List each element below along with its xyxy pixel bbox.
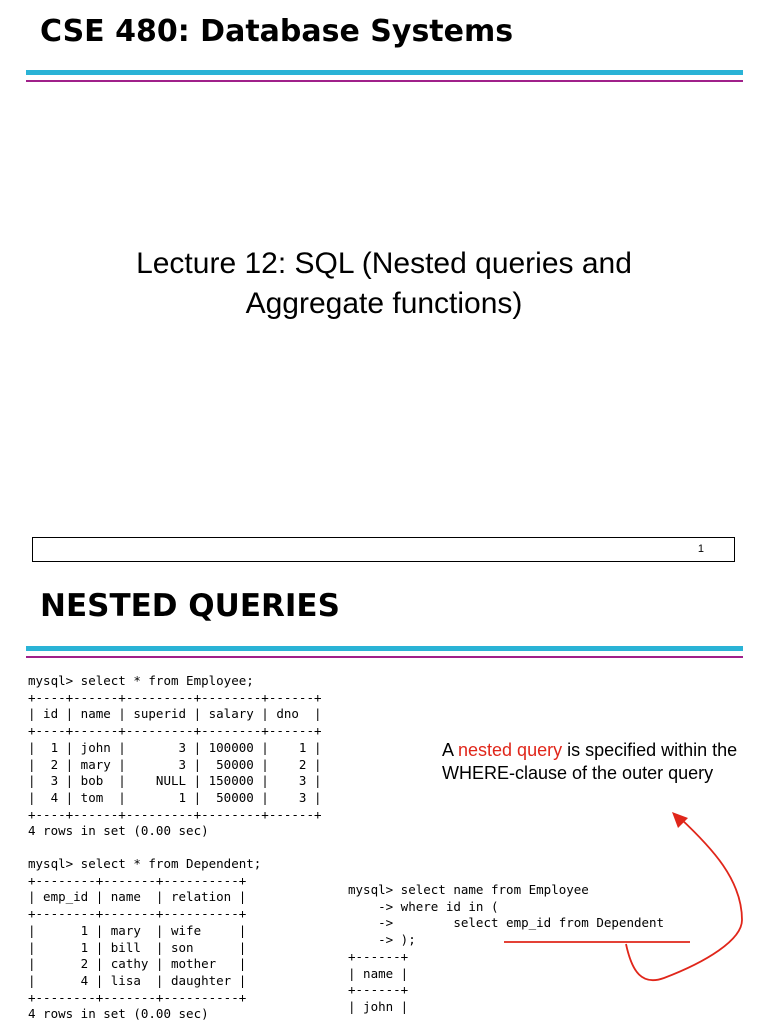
lecture-title-line2: Aggregate functions) xyxy=(245,287,523,320)
slide2-rule-magenta xyxy=(26,656,743,658)
note-prefix: A xyxy=(442,740,459,760)
page-number: 1 xyxy=(697,543,704,555)
lecture-title xyxy=(40,244,728,324)
employee-query-output: mysql> select * from Employee; +----+------+---------+--------+------+ | id | name | superid | salary | dno | +----+------+---------+--------+------+ | 1 | john | 3 | 100000 | 1 | | 2 | mary | 3 | 50000 | 2 | | 3 | bob | NULL | 150000 | 3 | | 4 | tom | 1 | 50000 | 3 | +----+------+---------+--------+------+ 4 rows in set (0.00 sec) xyxy=(28,673,322,839)
slide2-rule-cyan xyxy=(26,646,743,651)
slide1-rule-magenta xyxy=(26,80,743,82)
dependent-query-output: mysql> select * from Dependent; +--------+-------+----------+ | emp_id | name | relation | +--------+-------+----------+ | 1 | mary | wife | | 1 | bill | son | | 2 | cathy | mother | | 4 | lisa | daughter | +--------+-------+----------+ 4 rows in set (0.00 sec) xyxy=(28,856,262,1022)
nested-query-output: mysql> select name from Employee -> where id in ( -> select emp_id from Dependent -> ); +------+ | name | +------+ | john | xyxy=(348,882,665,1014)
slide2-title: NESTED QUERIES xyxy=(40,588,340,624)
note-highlight: nested query xyxy=(458,740,563,760)
slide1-title: CSE 480: Database Systems xyxy=(40,14,514,49)
slide-footer xyxy=(32,537,735,562)
slide1-rule-cyan xyxy=(26,70,743,75)
note-rest: is specified within the WHERE-clause of the outer query xyxy=(442,740,738,783)
lecture-title-line1: Lecture 12: SQL (Nested queries and xyxy=(136,247,632,280)
nested-query-note xyxy=(442,739,742,785)
arrow-head-icon xyxy=(672,812,688,828)
